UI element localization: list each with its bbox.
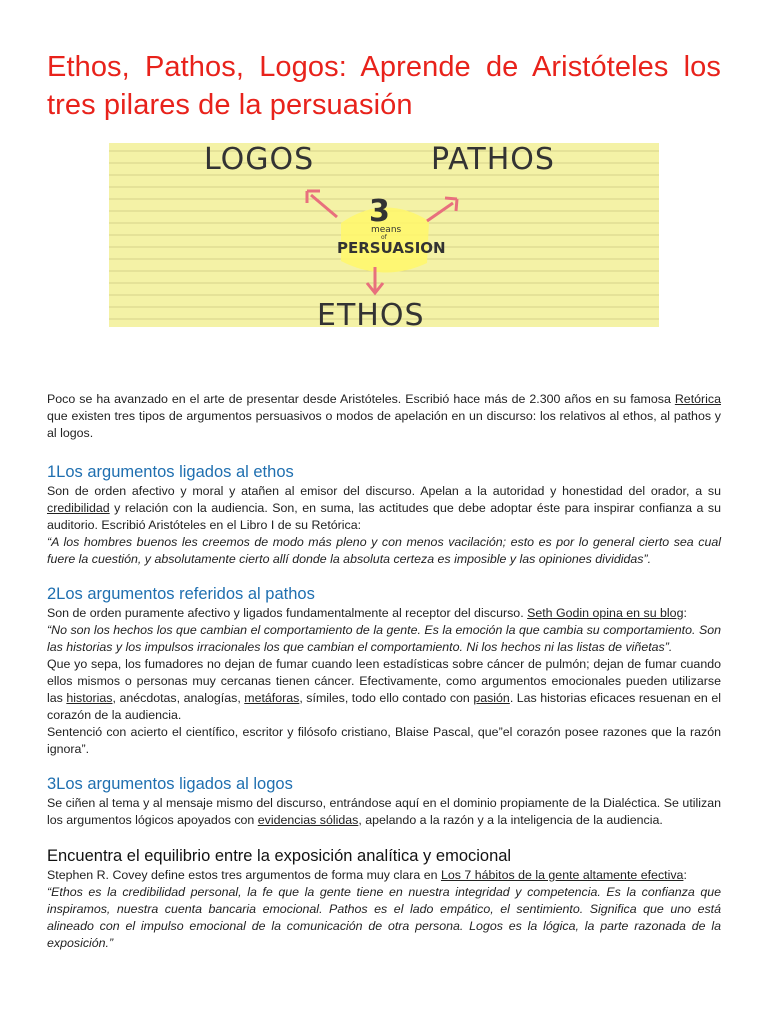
retorica-link[interactable]: Retórica — [674, 392, 721, 406]
pasion-link[interactable]: pasión — [473, 691, 510, 705]
ethos-paragraph: Son de orden afectivo y moral y atañen al emisor del discurso. Apelan a la autoridad y honestidad del orador, a su credibilidad y relación con la audiencia. Son, en suma, las actitudes que debe adoptar éste para inspirar confianza a su auditorio. Escribió Aristóteles en el Libro I de su Retórica: “A los hombres buenos les creemos de modo más pleno y con menos vacilación; esto es por lo general cierto sea cual fuere la cuestión, y absolutamente cierto allí donde la absoluta certeza es imposible y las opiniones divididas”. — [47, 484, 721, 566]
metaforas-link[interactable]: metáforas — [244, 691, 300, 705]
page-title: Ethos, Pathos, Logos: Aprende de Aristóteles los tres pilares de la persuasión — [47, 51, 721, 121]
logos-paragraph: Se ciñen al tema y al mensaje mismo del discurso, entrándose aquí en el dominio propiamente de la Dialéctica. Se utilizan los argumentos lógicos apoyados con evidencias sólidas, apelando a la razón y a la inteligencia de la audiencia. — [47, 796, 721, 827]
aristoteles-quote: “A los hombres buenos les creemos de modo más pleno y con menos vacilación; esto es por lo general cierto sea cual fuere la cuestión, y absolutamente cierto allí donde la absoluta certeza es imposible y las opiniones divididas”. — [47, 535, 721, 566]
evidencias-solidas-link[interactable]: evidencias sólidas — [257, 813, 359, 827]
pathos-word: PATHOS — [431, 143, 555, 177]
persuasion-word: PERSUASION — [337, 239, 446, 257]
article — [47, 48, 721, 950]
credibilidad-link[interactable]: credibilidad — [47, 501, 110, 515]
covey-quote: “Ethos es la credibilidad personal, la fe que la gente tiene en nuestra integridad y competencia. Es la confianza que inspiramos, nuestra cuenta bancaria emocional. Pathos es el lado empático, el sentimiento. Significa que uno está alineado con el impulso emocional de la comunicación de otra persona. Logos es la lógica, la parte razonada de la exposición.” — [47, 885, 721, 950]
intro-paragraph: Poco se ha avanzado en el arte de presentar desde Aristóteles. Escribió hace más de 2.300 años en su famosa Retórica que existen tres tipos de argumentos persuasivos o modos de apelación en un discurso: los relativos al ethos, al pathos y al logos. — [47, 392, 721, 440]
historias-link[interactable]: historias — [66, 691, 113, 705]
seth-godin-quote: “No son los hechos los que cambian el comportamiento de la gente. Es la emoción la que cambia su comportamiento. Son las historias y los impulsos irracionales los que cambian el comportamiento. Ni los hechos ni las listas de viñetas”. — [47, 623, 721, 654]
pascal-sentence: Sentenció con acierto el científico, escritor y filósofo cristiano, Blaise Pascal, que”el corazón posee razones que la razón ignora”. — [47, 725, 721, 756]
pathos-paragraph: Son de orden puramente afectivo y ligados fundamentalmente al receptor del discurso. Seth Godin opina en su blog: “No son los hechos los que cambian el comportamiento de la gente. Es la emoción la que cambia su comportamiento. Son las historias y los impulsos irracionales los que cambian el comportamiento. Ni los hechos ni las listas de viñetas”. Que yo sepa, los fumadores no dejan de fumar cuando leen estadísticas sobre cáncer de pulmón; dejan de fumar cuando ellos mismos o personas muy cercanas tienen cáncer. Efectivamente, como argumentos emocionales pueden utilizarse las historias, anécdotas, analogías, metáforas, símiles, todo ello contado con pasión. Las historias eficaces resuenan en el corazón de la audiencia. Sentenció con acierto el científico, escritor y filósofo cristiano, Blaise Pascal, que”el corazón posee razones que la razón ignora”. — [47, 606, 721, 756]
section-heading-balance: Encuentra el equilibrio entre la exposición analítica y emocional — [47, 847, 512, 865]
persuasion-illustration — [109, 143, 659, 327]
of-word: of — [381, 234, 387, 241]
section-heading-ethos: 1Los argumentos ligados al ethos — [47, 463, 294, 481]
ethos-word: ETHOS — [317, 298, 425, 327]
hero-image — [109, 143, 659, 327]
siete-habitos-link[interactable]: Los 7 hábitos de la gente altamente efectiva — [440, 868, 684, 882]
covey-paragraph: Stephen R. Covey define estos tres argumentos de forma muy clara en Los 7 hábitos de la gente altamente efectiva: “Ethos es la credibilidad personal, la fe que la gente tiene en nuestra integridad y competencia. Es la confianza que inspiramos, nuestra cuenta bancaria emocional. Pathos es el lado empático, el sentimiento. Significa que uno está alineado con el impulso emocional de la comunicación de otra persona. Logos es la lógica, la parte razonada de la exposición.” — [47, 868, 721, 950]
section-heading-logos: 3Los argumentos ligados al logos — [47, 775, 293, 793]
number-three: 3 — [369, 194, 390, 229]
seth-godin-link[interactable]: Seth Godin opina en su blog — [527, 606, 684, 620]
means-word: means — [371, 225, 402, 235]
section-heading-pathos: 2Los argumentos referidos al pathos — [47, 585, 315, 603]
logos-word: LOGOS — [204, 143, 315, 177]
